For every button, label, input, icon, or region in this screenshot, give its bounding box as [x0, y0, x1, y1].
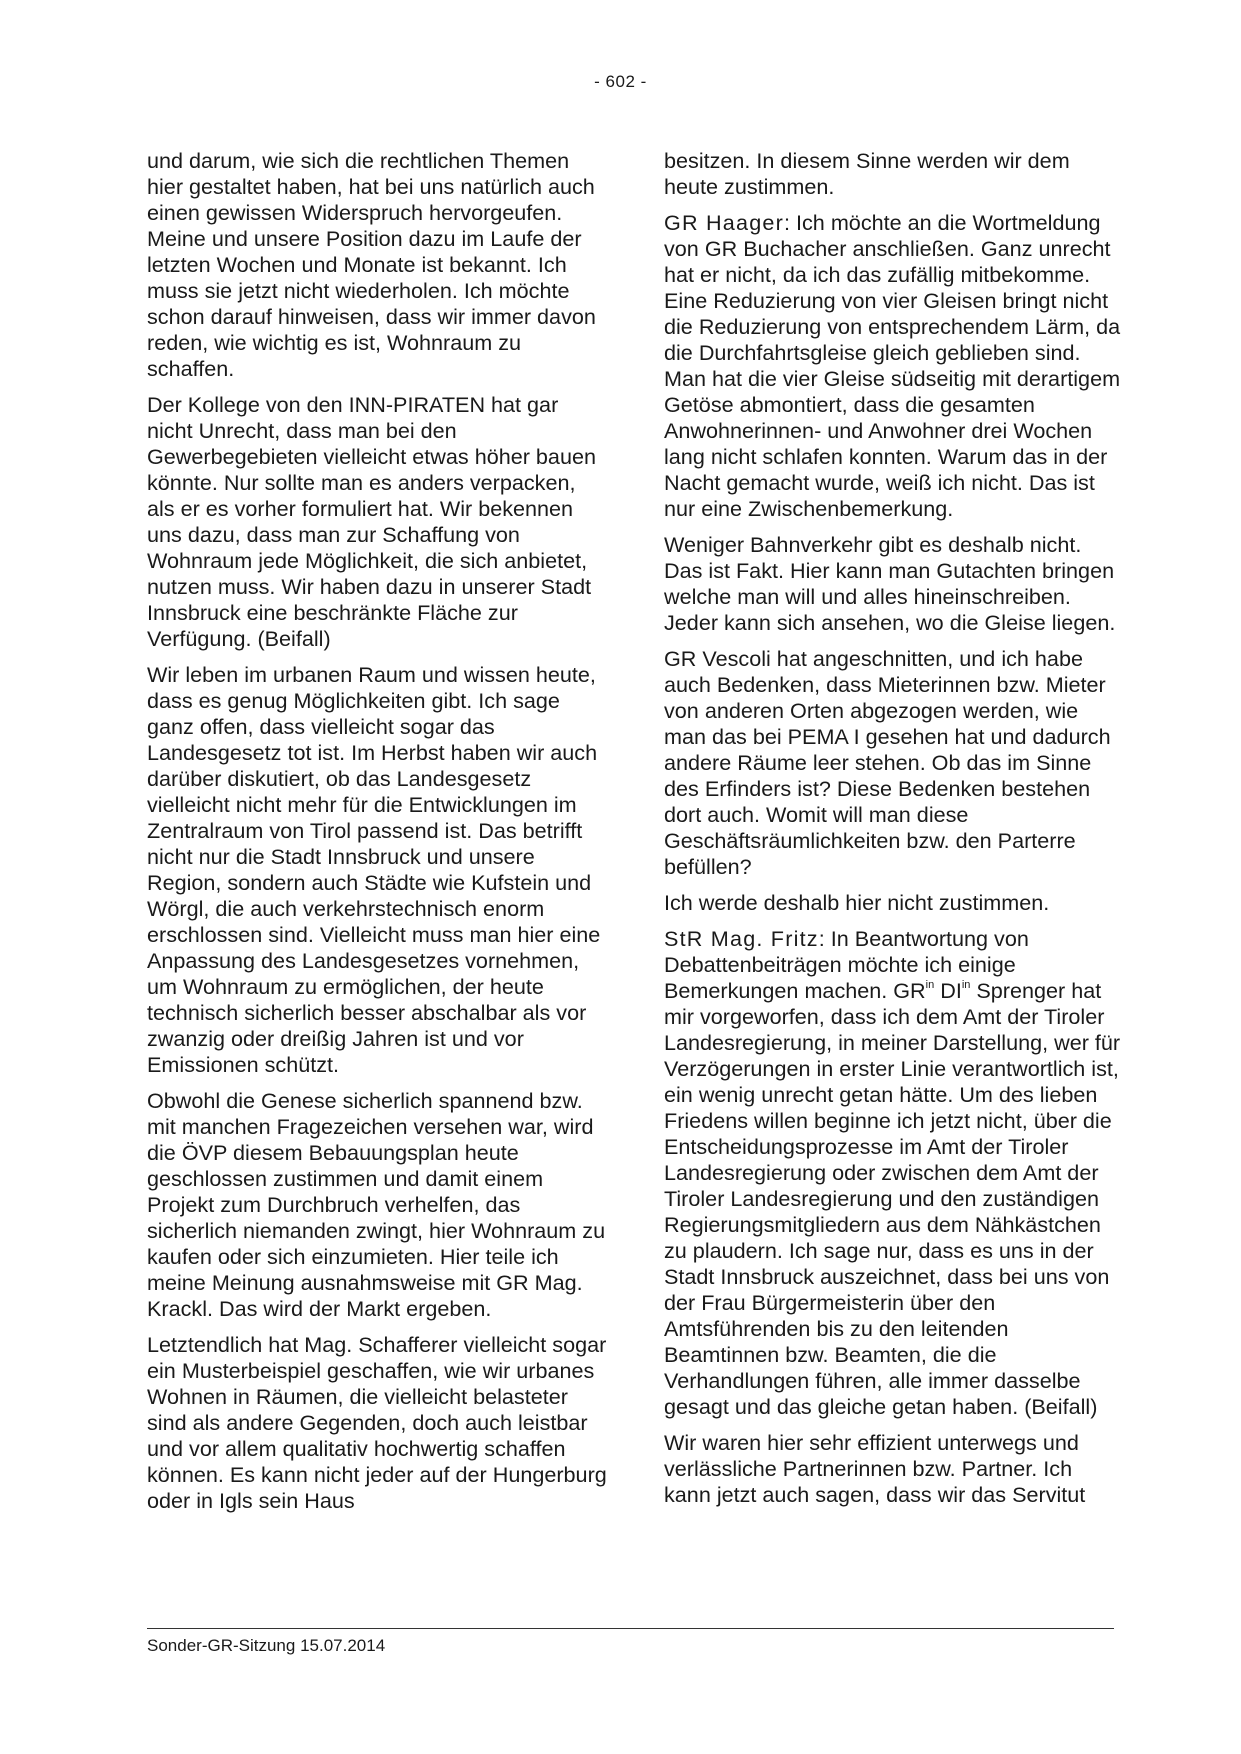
paragraph: Wir waren hier sehr effizient unterwegs und verlässliche Partnerinnen bzw. Partner. Ich kann jetzt auch sagen, dass wir das Servitut — [664, 1430, 1086, 1507]
paragraph: und darum, wie sich die rechtlichen Themen hier gestaltet haben, hat bei uns natürlich auch einen gewissen Widerspruch hervorgeufen. Meine und unsere Position dazu im Laufe der letzten Wochen und Monate ist bekannt. Ich muss sie jetzt nicht wiederholen. Ich möchte schon darauf hinweisen, dass wir immer davon reden, wie wichtig es ist, Wohnraum zu schaffen. — [147, 148, 596, 381]
superscript: in — [961, 979, 971, 991]
footer-divider — [147, 1628, 1114, 1629]
speech-text: : Ich möchte an die Wortmeldung von GR Buchacher anschließen. Ganz unrecht hat er nicht, da ich das zufällig mitbekomme. Eine Reduzierung von vier Gleisen bringt nicht die Reduzierung von entsprechendem Lärm, da die Durchfahrtsgleise gleich geblieben sind. Man hat die vier Gleise südseitig mit derartigem Getöse abmontiert, dass die gesamten Anwohnerinnen- und Anwohner drei Wochen lang nicht schlafen konnten. Warum das in der Nacht gemacht wurde, weiß ich nicht. Das ist nur eine Zwischenbemerkung. — [664, 210, 1121, 521]
speech-text: : In Beantwortung von Debattenbeiträgen möchte ich einige Bemerkungen machen. GR — [664, 926, 1029, 1003]
paragraph: Der Kollege von den INN-PIRATEN hat gar nicht Unrecht, dass man bei den Gewerbegebieten vielleicht etwas höher bauen könnte. Nur sollte man es anders verpacken, als er es vorher formuliert hat. Wir bekennen uns dazu, dass man zur Schaffung von Wohnraum jede Möglichkeit, die sich anbietet, nutzen muss. Wir haben dazu in unserer Stadt Innsbruck eine beschränkte Fläche zur Verfügung. (Beifall) — [147, 392, 596, 651]
superscript: in — [925, 979, 935, 991]
speaker-name: StR Mag. Fritz — [664, 926, 819, 951]
paragraph: Letztendlich hat Mag. Schafferer vielleicht sogar ein Musterbeispiel geschaffen, wie wir urbanes Wohnen in Räumen, die vielleicht belasteter sind als andere Gegenden, doch auch leistbar und vor allem qualitativ hochwertig schaffen können. Es kann nicht jeder auf der Hungerburg oder in Igls sein Haus — [147, 1332, 607, 1513]
paragraph: Weniger Bahnverkehr gibt es deshalb nicht. Das ist Fakt. Hier kann man Gutachten bringen welche man will und alles hineinschreiben. Jeder kann sich ansehen, wo die Gleise liegen. — [664, 532, 1116, 635]
speech-text: Sprenger hat mir vorgeworfen, dass ich dem Amt der Tiroler Landesregierung, in meiner Darstellung, wer für Verzögerungen in erster Linie verantwortlich ist, ein wenig unrecht getan hätte. Um des lieben Friedens willen beginne ich jetzt nicht, über die Entscheidungsprozesse im Amt der Tiroler Landesregierung oder zwischen dem Amt der Tiroler Landesregierung und den zuständigen Regierungsmitgliedern aus dem Nähkästchen zu plaudern. Ich sage nur, dass es uns in der Stadt Innsbruck auszeichnet, dass bei uns von der Frau Bürgermeisterin über den Amtsführenden bis zu den leitenden Beamtinnen bzw. Beamten, die die Verhandlungen führen, alle immer dasselbe gesagt und das gleiche getan haben. (Beifall) — [664, 978, 1121, 1419]
paragraph: Obwohl die Genese sicherlich spannend bzw. mit manchen Fragezeichen versehen war, wird die ÖVP diesem Bebauungsplan heute geschlossen zustimmen und damit einem Projekt zum Durchbruch verhelfen, das sicherlich niemanden zwingt, hier Wohnraum zu kaufen oder sich einzumieten. Hier teile ich meine Meinung ausnahmsweise mit GR Mag. Krackl. Das wird der Markt ergeben. — [147, 1088, 606, 1321]
footer-text: Sonder-GR-Sitzung 15.07.2014 — [147, 1636, 386, 1655]
paragraph: GR Vescoli hat angeschnitten, und ich habe auch Bedenken, dass Mieterinnen bzw. Mieter von anderen Orten abgezogen werden, wie man das bei PEMA I gesehen hat und dadurch andere Räume leer stehen. Ob das im Sinne des Erfinders ist? Diese Bedenken bestehen dort auch. Womit will man diese Geschäftsräumlichkeiten bzw. den Parterre befüllen? — [664, 646, 1111, 879]
paragraph: Ich werde deshalb hier nicht zustimmen. — [664, 890, 1050, 915]
speaker-name: GR Haager — [664, 210, 785, 235]
paragraph: besitzen. In diesem Sinne werden wir dem heute zustimmen. — [664, 148, 1070, 199]
page-number: - 602 - — [594, 72, 647, 91]
right-column — [664, 148, 1124, 1518]
left-column — [147, 148, 607, 1524]
speech-text: DI — [934, 978, 962, 1003]
paragraph — [664, 926, 1124, 1420]
paragraph: Wir leben im urbanen Raum und wissen heute, dass es genug Möglichkeiten gibt. Ich sage ganz offen, dass vielleicht sogar das Landesgesetz tot ist. Im Herbst haben wir auch darüber diskutiert, ob das Landesgesetz vielleicht nicht mehr für die Entwicklungen im Zentralraum von Tirol passend ist. Das betrifft nicht nur die Stadt Innsbruck und unsere Region, sondern auch Städte wie Kufstein und Wörgl, die auch verkehrstechnisch enorm erschlossen sind. Vielleicht muss man hier eine Anpassung des Landesgesetzes vornehmen, um Wohnraum zu ermöglichen, der heute technisch sicherlich besser abschalbar als vor zwanzig oder dreißig Jahren ist und vor Emissionen schützt. — [147, 662, 601, 1077]
paragraph — [664, 210, 1124, 522]
